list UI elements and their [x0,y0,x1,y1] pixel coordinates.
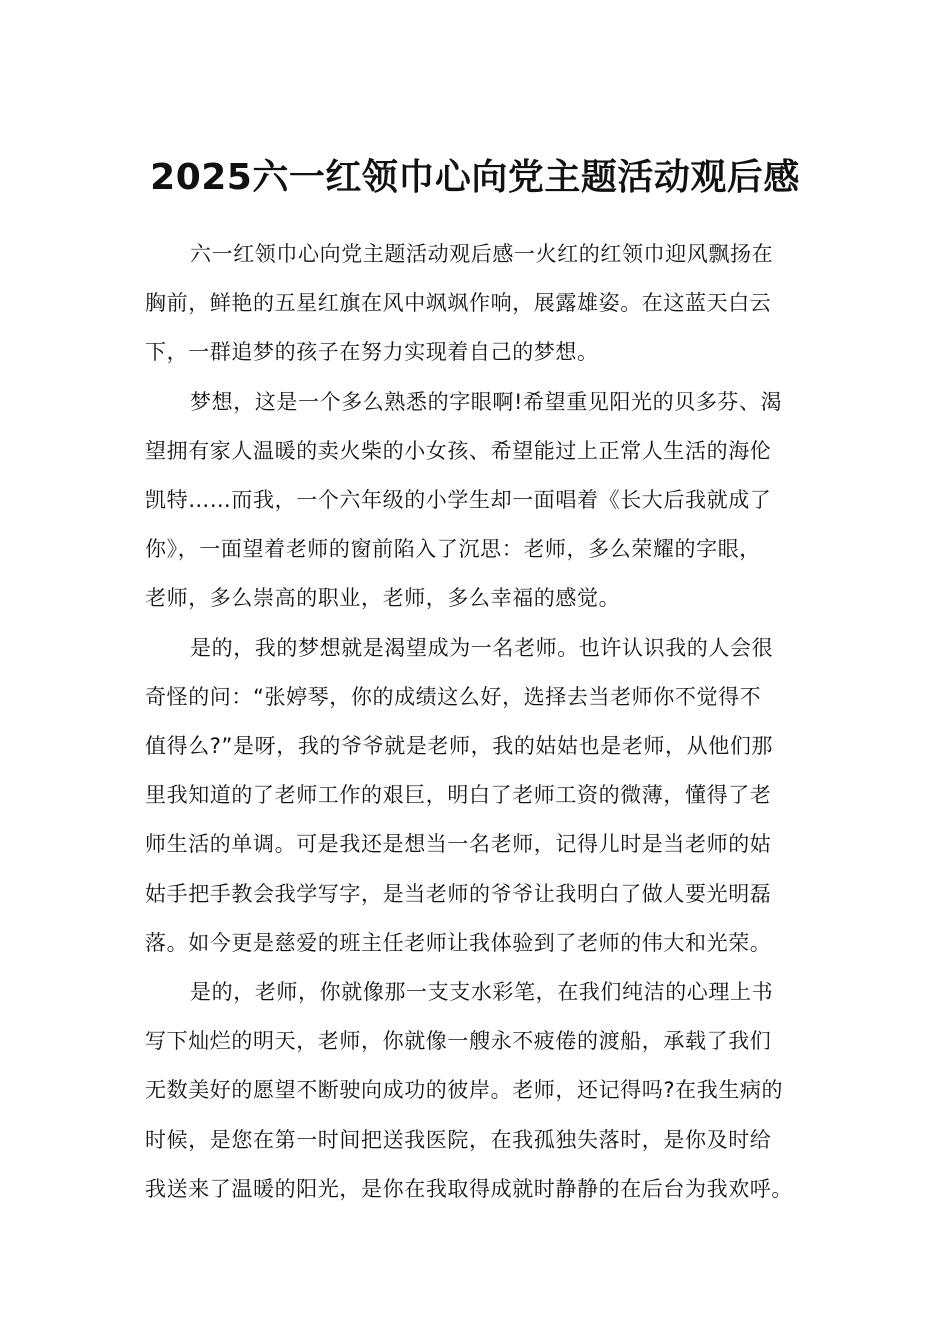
text-line: 落。如今更是慈爱的班主任老师让我体验到了老师的伟大和光荣。 [145,930,772,955]
text-line: 老师，多么崇高的职业，老师，多么幸福的感觉。 [145,586,621,611]
text-line: 姑手把手教会我学写字，是当老师的爷爷让我明白了做人要光明磊 [145,881,772,906]
text-line: 里我知道的了老师工作的艰巨，明白了老师工资的微薄，懂得了老 [145,783,772,808]
text-line: 无数美好的愿望不断驶向成功的彼岸。老师，还记得吗?在我生病的 [145,1078,784,1103]
paragraph-3 [145,624,825,968]
document-title: 2025六一红领巾心向党主题活动观后感 [150,157,800,199]
text-line: 奇怪的问：“张婷琴，你的成绩这么好，选择去当老师你不觉得不 [145,684,762,709]
text-line: 我送来了温暖的阳光，是你在我取得成就时静静的在后台为我欢呼。 [145,1176,793,1201]
text-line: 望拥有家人温暖的卖火柴的小女孩、希望能过上正常人生活的海伦 [145,438,772,463]
document-body [145,230,825,1214]
text-line: 下，一群追梦的孩子在努力实现着自己的梦想。 [145,340,599,365]
text-line: 师生活的单调。可是我还是想当一名老师，记得儿时是当老师的姑 [145,832,772,857]
text-line: 你》，一面望着老师的窗前陷入了沉思：老师，多么荣耀的字眼， [145,537,761,562]
text-line: 凯特……而我，一个六年级的小学生却一面唱着《长大后我就成了 [145,488,772,513]
paragraph-1 [145,230,825,378]
text-line: 六一红领巾心向党主题活动观后感一火红的红领巾迎风飘扬在 [190,242,774,266]
text-line: 时候，是您在第一时间把送我医院，在我孤独失落时，是你及时给 [145,1127,772,1152]
text-line: 胸前，鲜艳的五星红旗在风中飒飒作响，展露雄姿。在这蓝天白云 [145,291,772,316]
text-line: 值得么?”是呀，我的爷爷就是老师，我的姑姑也是老师，从他们那 [145,734,774,759]
text-line: 梦想，这是一个多么熟悉的字眼啊!希望重见阳光的贝多芬、渴 [190,389,783,414]
text-line: 是的，我的梦想就是渴望成为一名老师。也许认识我的人会很 [190,635,774,660]
text-line: 写下灿烂的明天，老师，你就像一艘永不疲倦的渡船，承载了我们 [145,1029,772,1054]
paragraph-4 [145,968,825,1214]
text-line: 是的，老师，你就像那一支支水彩笔，在我们纯洁的心理上书 [190,980,774,1005]
paragraph-2 [145,378,825,624]
